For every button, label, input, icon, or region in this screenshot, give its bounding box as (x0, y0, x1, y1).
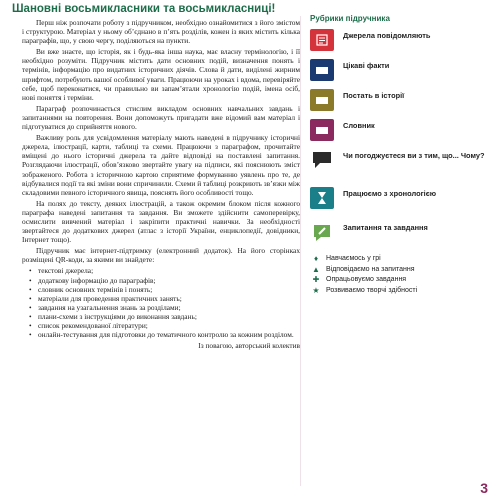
task-game (310, 255, 495, 264)
list-item: • список рекомендованої літератури; (38, 321, 300, 330)
rubric-facts (310, 59, 495, 83)
qr-list (22, 266, 300, 339)
rubric-label: Чи погоджуєтеся ви з тим, що... Чому? (343, 151, 485, 160)
main-text (22, 18, 300, 350)
cross-star-icon: ✚ (312, 275, 320, 284)
list-item: • онлайн-тестування для підготовки до тематичного контролю за кожним розділом. (38, 330, 300, 339)
task-label: Навчаємось у грі (326, 255, 381, 262)
lightbulb-icon (310, 59, 334, 81)
scroll-icon (310, 29, 334, 51)
rubric-label: Постать в історії (343, 91, 405, 100)
list-item: • словник основних термінів і понять; (38, 285, 300, 294)
task-label: Відповідаємо на запитання (326, 265, 415, 273)
pencil-icon (310, 221, 334, 243)
page-title: Шановні восьмикласники та восьмикласниці! (12, 3, 276, 15)
paragraph: Перш ніж розпочати роботу з підручником, необхідно ознайомитися з його змістом і структурою. Матеріал у ньому об’єднано в п’ять розділів, кожен із яких містить кілька параграфів, що, у свою чергу, поділяються на пункти. (22, 18, 300, 46)
diamond-icon: ♦ (313, 254, 319, 263)
rubric-label: Працюємо з хронологією (343, 189, 437, 198)
task-label: Опрацьовуємо завдання (326, 276, 407, 283)
paragraph: Підручник має інтернет-підтримку (електронний додаток). На його сторінках розміщені QR-коди, за якими ви знайдете: (22, 246, 300, 265)
column-divider (300, 16, 301, 486)
sidebar-title: Рубрики підручника (310, 14, 390, 23)
rubric-agree (310, 149, 495, 181)
task-answer (310, 266, 495, 275)
rubric-label: Цікаві факти (343, 61, 390, 70)
paragraph: Параграф розпочинається стислим викладом основних навчальних завдань і запитаннями на повторення. Вони допоможуть пригадати вже відомий вам матеріал і підготуватися до сприйняття нового. (22, 103, 300, 132)
paragraph: На полях до тексту, деяких ілюстрацій, а також окремим блоком після кожного параграфа наведені запитання та завдання. Ви зможете здійснити самоперевірку, осмислити вивчений матеріал і закріпити практичні навички. За необхідності звертайтеся до додаткових джерел (атлас з історії України, енциклопедії, довідники, Інтернет тощо). (22, 198, 300, 245)
list-item: • плани-схеми з інструкціями до виконання завдань; (38, 312, 300, 321)
list-item: • завдання на узагальнення знань за розділами; (38, 303, 300, 312)
task-label: Розвиваємо творчі здібності (326, 286, 418, 294)
rubric-sources (310, 29, 495, 53)
rubric-label: Словник (343, 121, 375, 130)
rubric-label: Джерела повідомляють (343, 31, 431, 40)
rubric-person (310, 89, 495, 113)
list-item: • текстові джерела; (38, 266, 300, 275)
rubric-questions (310, 221, 495, 249)
page-number: 3 (480, 480, 488, 496)
task-work (310, 276, 495, 285)
person-icon (310, 89, 334, 111)
rubric-dictionary (310, 119, 495, 143)
paragraph: Ви вже знаєте, що історія, як і будь-яка інша наука, має власну термінологію, і її необхідно розуміти. Підручник містить дати основних подій, визначення понять і термінів, інформацію про видатних історичних діячів. Слова й дати, виділені жирним шрифтом, потребують вашої особливої уваги. Працюючи на уроках і вдома, перевіряйте себе, щоб переконатися, чи правильно ви запам’ятали хронологію подій, імена осіб, нові поняття і терміни. (22, 47, 300, 102)
hourglass-icon (310, 187, 334, 209)
paragraph: Важливу роль для усвідомлення матеріалу мають наведені в підручнику історичні джерела, ілюстрації, карти, таблиці та схеми. Працюючи з параграфом, прочитайте вміщені до нього історичні джерела та дайте відповіді на поставлені запитання. Розглядаючи ілюстрації, обов’язково звертайте увагу на підписи, які пояснюють зміст зображеного. Робота з історичною картою сприятиме формуванню уявлень про те, де відбувалися події та які зміни вони спричинили. Схеми й таблиці розкриють зв’язки між складовими певного історичного явища, пояснять його особливості тощо. (22, 133, 300, 197)
task-creative (310, 287, 495, 296)
signature: Із повагою, авторський колектив (198, 341, 300, 351)
star-icon: ★ (312, 285, 320, 295)
triangle-icon: ▲ (312, 264, 320, 274)
list-item: • додаткову інформацію до параграфів; (38, 276, 300, 285)
rubric-chronology (310, 187, 495, 215)
task-legend (310, 255, 495, 295)
speech-bubble-icon (310, 149, 334, 171)
rubrics-sidebar (310, 14, 495, 297)
book-icon (310, 119, 334, 141)
list-item: • матеріали для проведення практичних занять; (38, 294, 300, 303)
rubric-label: Запитання та завдання (343, 223, 428, 232)
